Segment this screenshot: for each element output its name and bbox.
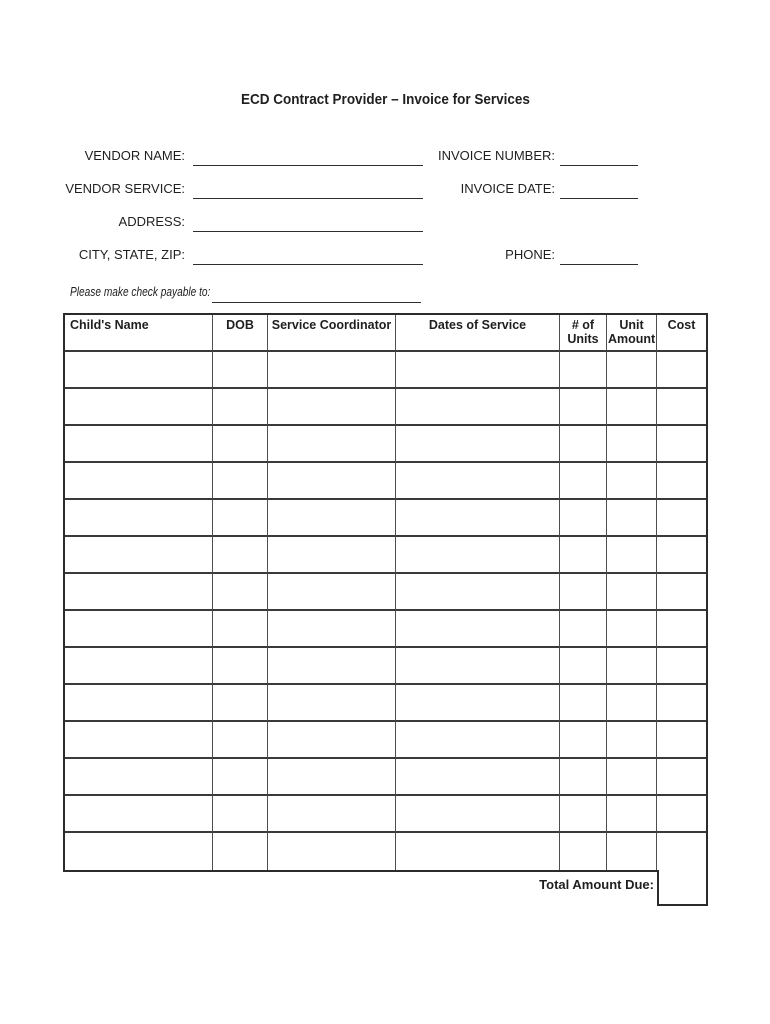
table-cell[interactable] [65,648,213,685]
table-cell[interactable] [268,537,396,574]
table-cell[interactable] [213,722,268,759]
table-cell[interactable] [268,796,396,833]
table-cell[interactable] [65,537,213,574]
table-cell[interactable] [268,463,396,500]
table-cell[interactable] [657,389,706,426]
table-cell[interactable] [657,759,706,796]
table-cell[interactable] [213,574,268,611]
invoice-date-field[interactable] [560,183,638,199]
table-cell[interactable] [657,722,706,759]
table-cell[interactable] [607,537,657,574]
table-cell[interactable] [268,833,396,870]
total-amount-due-label: Total Amount Due: [539,877,654,892]
table-cell[interactable] [268,648,396,685]
table-cell[interactable] [657,796,706,833]
table-cell[interactable] [213,648,268,685]
table-cell[interactable] [268,352,396,389]
table-cell[interactable] [396,426,560,463]
table-cell[interactable] [396,685,560,722]
table-cell[interactable] [560,537,607,574]
table-cell[interactable] [560,611,607,648]
table-cell[interactable] [65,796,213,833]
table-cell[interactable] [560,685,607,722]
table-cell[interactable] [268,389,396,426]
table-cell[interactable] [213,833,268,870]
table-cell[interactable] [65,352,213,389]
table-cell[interactable] [213,796,268,833]
vendor-name-field[interactable] [193,150,423,166]
city-state-zip-label: CITY, STATE, ZIP: [78,247,185,262]
table-cell[interactable] [560,833,607,870]
table-cell[interactable] [560,722,607,759]
payable-to-label-text: Please make check payable to: [70,284,211,299]
table-cell[interactable] [560,759,607,796]
vendor-name-label: VENDOR NAME: [84,148,185,163]
table-cell[interactable] [607,500,657,537]
table-cell[interactable] [268,685,396,722]
table-cell[interactable] [657,426,706,463]
table-cell[interactable] [607,759,657,796]
table-cell[interactable] [607,648,657,685]
table-cell[interactable] [396,648,560,685]
table-cell[interactable] [268,759,396,796]
table-cell[interactable] [607,574,657,611]
table-cell[interactable] [396,537,560,574]
table-cell[interactable] [65,722,213,759]
table-cell[interactable] [268,500,396,537]
services-table [63,313,708,872]
total-amount-due-box[interactable] [657,870,708,906]
payable-to-field[interactable] [212,287,421,303]
invoice-number-field[interactable] [560,150,638,166]
column-header-num-units: # of Units [560,315,607,352]
table-cell[interactable] [65,389,213,426]
table-cell[interactable] [65,611,213,648]
table-cell[interactable] [657,611,706,648]
vendor-service-field[interactable] [193,183,423,199]
table-cell[interactable] [396,611,560,648]
table-cell[interactable] [65,759,213,796]
table-cell[interactable] [607,611,657,648]
table-cell[interactable] [65,574,213,611]
table-cell[interactable] [396,722,560,759]
phone-label: PHONE: [505,247,555,262]
city-state-zip-field[interactable] [193,249,423,265]
table-cell[interactable] [396,352,560,389]
page-title [0,91,770,108]
table-cell[interactable] [607,426,657,463]
table-cell[interactable] [657,574,706,611]
column-header-unit-amount: Unit Amount [607,315,657,352]
table-cell[interactable] [213,759,268,796]
column-header-dates-of-service: Dates of Service [396,315,560,352]
table-cell[interactable] [657,352,706,389]
table-cell[interactable] [657,537,706,574]
invoice-number-label: INVOICE NUMBER: [437,148,555,163]
phone-field[interactable] [560,249,638,265]
table-cell[interactable] [65,426,213,463]
page-title-text: ECD Contract Provider – Invoice for Services [240,91,530,108]
table-cell[interactable] [657,648,706,685]
table-cell[interactable] [560,352,607,389]
table-cell[interactable] [607,833,657,870]
table-cell[interactable] [268,426,396,463]
table-cell[interactable] [560,389,607,426]
address-label: ADDRESS: [118,214,185,229]
table-cell[interactable] [213,611,268,648]
table-cell[interactable] [396,833,560,870]
table-cell[interactable] [65,500,213,537]
table-cell[interactable] [607,796,657,833]
table-cell[interactable] [396,574,560,611]
table-cell[interactable] [560,796,607,833]
table-cell[interactable] [560,463,607,500]
table-cell[interactable] [268,574,396,611]
table-cell[interactable] [607,685,657,722]
table-cell[interactable] [213,500,268,537]
column-header-childs-name: Child's Name [65,315,213,352]
table-cell[interactable] [213,389,268,426]
table-cell[interactable] [607,722,657,759]
table-cell[interactable] [657,685,706,722]
table-cell[interactable] [607,352,657,389]
table-cell[interactable] [213,426,268,463]
address-field[interactable] [193,216,423,232]
table-cell[interactable] [396,500,560,537]
table-cell[interactable] [657,500,706,537]
column-header-dob: DOB [213,315,268,352]
column-header-cost: Cost [657,315,706,352]
table-cell[interactable] [607,463,657,500]
table-cell[interactable] [65,833,213,870]
table-cell[interactable] [396,759,560,796]
table-cell[interactable] [65,685,213,722]
table-cell[interactable] [560,574,607,611]
table-cell[interactable] [560,500,607,537]
table-cell[interactable] [213,537,268,574]
table-cell[interactable] [65,463,213,500]
table-cell[interactable] [213,463,268,500]
vendor-service-label: VENDOR SERVICE: [65,181,185,196]
table-cell[interactable] [396,796,560,833]
column-header-service-coordinator: Service Coordinator [268,315,396,352]
table-cell[interactable] [657,833,706,870]
invoice-date-label: INVOICE DATE: [460,181,555,196]
table-cell[interactable] [560,648,607,685]
table-cell[interactable] [560,426,607,463]
table-cell[interactable] [268,722,396,759]
table-cell[interactable] [213,352,268,389]
table-cell[interactable] [607,389,657,426]
table-cell[interactable] [396,389,560,426]
table-cell[interactable] [268,611,396,648]
table-cell[interactable] [396,463,560,500]
table-cell[interactable] [213,685,268,722]
table-cell[interactable] [657,463,706,500]
